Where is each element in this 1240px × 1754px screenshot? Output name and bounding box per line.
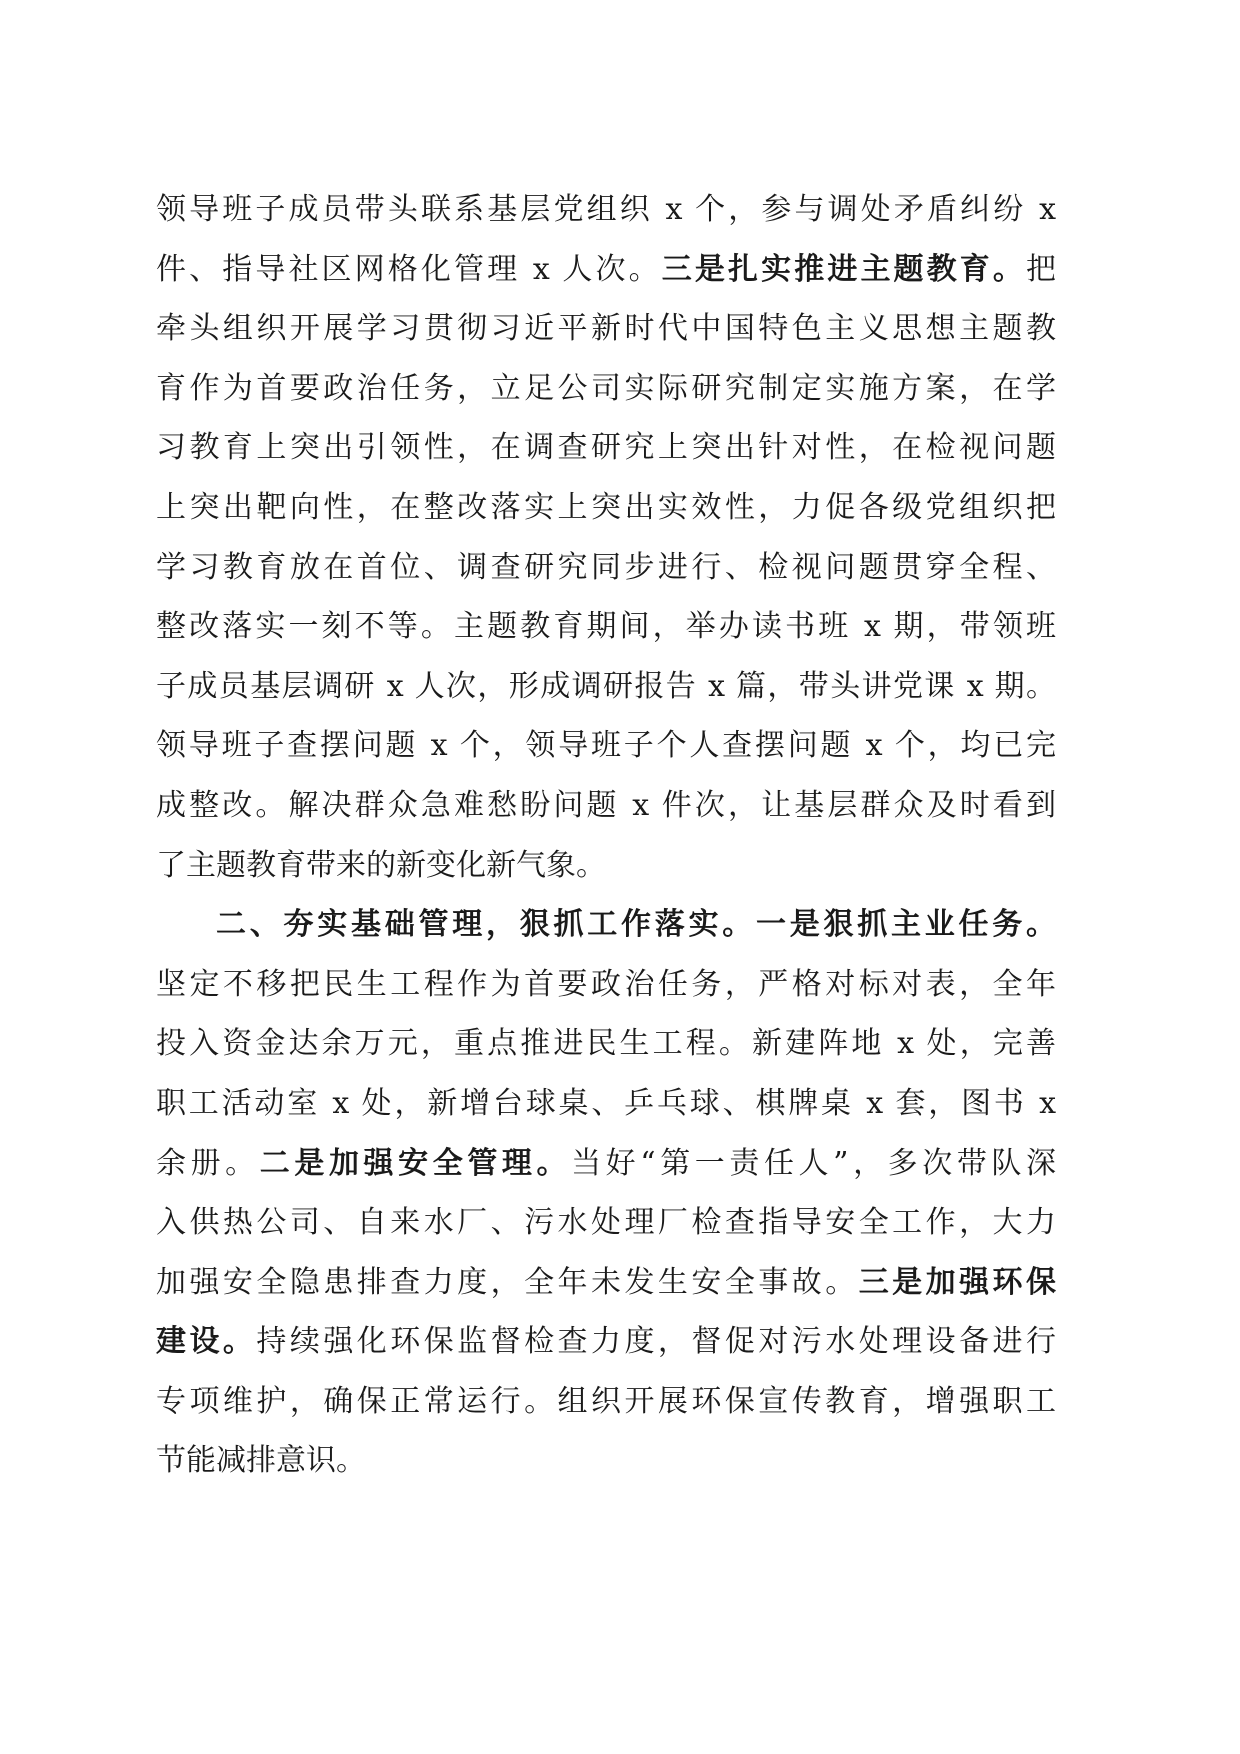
text-segment: 坚定不移把民生工程作为首要政治任务，严格对标对表，全年	[156, 966, 1056, 1002]
text-line	[156, 724, 1056, 768]
text-line	[156, 1201, 1056, 1245]
text-segment: 子成员基层调研 x 人次，形成调研报告 x 篇，带头讲党课 x 期。	[156, 668, 1056, 704]
text-line	[156, 367, 1056, 411]
text-line	[156, 784, 1056, 828]
bold-text-segment: 建设。	[156, 1324, 257, 1360]
bold-text-segment: 二是加强安全管理。	[259, 1145, 572, 1181]
text-segment: 整改落实一刻不等。主题教育期间，举办读书班 x 期，带领班	[156, 609, 1056, 645]
document-body	[156, 188, 1056, 1499]
text-segment: 持续强化环保监督检查力度，督促对污水处理设备进行	[256, 1324, 1057, 1360]
text-line	[156, 1082, 1056, 1126]
text-line	[156, 1022, 1056, 1066]
text-line	[156, 1380, 1056, 1424]
text-segment: 领导班子成员带头联系基层党组织 x 个，参与调处矛盾纠纷 x	[156, 192, 1056, 227]
text-line	[156, 486, 1056, 530]
text-line	[156, 248, 1056, 292]
text-segment: 育作为首要政治任务，立足公司实际研究制定实施方案，在学	[156, 370, 1056, 406]
text-segment: 投入资金达余万元，重点推进民生工程。新建阵地 x 处，完善	[156, 1026, 1056, 1062]
text-segment: 专项维护，确保正常运行。组织开展环保宣传教育，增强职工	[156, 1383, 1056, 1419]
text-line	[156, 844, 1056, 888]
text-line	[156, 426, 1056, 470]
text-segment: 成整改。解决群众急难愁盼问题 x 件次，让基层群众及时看到	[156, 787, 1056, 823]
text-segment: 余册。	[156, 1145, 260, 1181]
text-line	[156, 1320, 1056, 1364]
text-segment: 习教育上突出引领性，在调查研究上突出针对性，在检视问题	[156, 430, 1056, 466]
text-line	[156, 307, 1056, 351]
text-line	[156, 1261, 1056, 1305]
bold-text-segment: 三是扎实推进主题教育。	[661, 251, 1027, 287]
text-line	[156, 665, 1056, 709]
text-segment: 牵头组织开展学习贯彻习近平新时代中国特色主义思想主题教	[156, 311, 1056, 347]
text-line	[156, 188, 1056, 232]
text-segment: 把	[1026, 251, 1057, 287]
text-line	[156, 546, 1056, 590]
text-segment: 学习教育放在首位、调查研究同步进行、检视问题贯穿全程、	[156, 549, 1056, 585]
paragraph-1	[156, 188, 1056, 888]
text-line	[156, 605, 1056, 649]
bold-text-segment: 二、夯实基础管理，狠抓工作落实。一是狠抓主业任务。	[216, 907, 1056, 943]
bold-text-segment: 三是加强环保	[858, 1264, 1057, 1300]
text-segment: 上突出靶向性，在整改落实上突出实效性，力促各级党组织把	[156, 489, 1056, 525]
text-line	[156, 903, 1056, 947]
text-segment: 了主题教育带来的新变化新气象。	[156, 847, 606, 883]
text-segment: 件、指导社区网格化管理 x 人次。	[156, 251, 662, 287]
paragraph-2	[156, 903, 1056, 1483]
text-line	[156, 1439, 1056, 1483]
text-segment: 领导班子查摆问题 x 个，领导班子个人查摆问题 x 个，均已完	[156, 728, 1056, 764]
text-line	[156, 963, 1056, 1007]
text-line	[156, 1142, 1056, 1186]
text-segment: 入供热公司、自来水厂、污水处理厂检查指导安全工作，大力	[156, 1205, 1056, 1241]
text-segment: 职工活动室 x 处，新增台球桌、乒乓球、棋牌桌 x 套，图书 x	[156, 1085, 1056, 1121]
text-segment: 当好“第一责任人”，多次带队深	[571, 1145, 1057, 1181]
text-segment: 节能减排意识。	[156, 1443, 366, 1479]
text-segment: 加强安全隐患排查力度，全年未发生安全事故。	[156, 1264, 859, 1300]
